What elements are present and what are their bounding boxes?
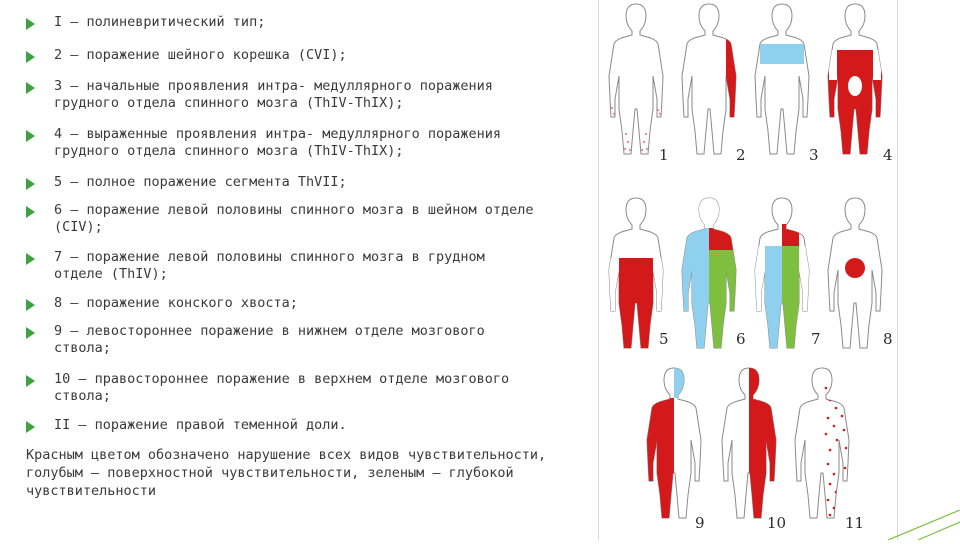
bullet-arrow-icon (26, 421, 35, 433)
body-diagram-svg (599, 0, 897, 540)
figure-11 (795, 368, 849, 518)
figure-6 (679, 198, 739, 358)
bullet-arrow-icon (26, 206, 35, 218)
list-item-text: 2 – поражение шейного корешка (CVI); (54, 47, 347, 63)
corner-decoration (888, 510, 960, 540)
bullet-arrow-icon (26, 18, 35, 30)
figure-label: 3 (809, 146, 819, 164)
bullet-arrow-icon (26, 253, 35, 265)
bullet-arrow-icon (26, 51, 35, 63)
bullet-arrow-icon (26, 82, 35, 94)
list-item-text: II – поражение правой теменной доли. (54, 417, 347, 433)
bullet-arrow-icon (26, 327, 35, 339)
list-item-text: 4 – выраженные проявления интра- медуллярного поражения грудного отдела спинного мозга (ThIV-ThIX); (54, 126, 502, 159)
body-diagram-figure (598, 0, 898, 540)
figure-4 (825, 4, 885, 160)
figure-label: 9 (695, 514, 705, 532)
list-item-text: 5 – полное поражение сегмента ThVII; (54, 174, 347, 190)
legend-note: Красным цветом обозначено нарушение всех видов чувствительности, голубым – поверхностной чувствительности, зеленым – глубокой чувствительности (26, 447, 547, 499)
list-item-text: I – полиневритический тип; (54, 14, 266, 30)
figure-5 (606, 198, 666, 358)
figure-label: 8 (883, 330, 893, 348)
figure-2 (682, 4, 740, 154)
figure-1 (609, 4, 663, 154)
bullet-arrow-icon (26, 299, 35, 311)
figure-label: 5 (659, 330, 669, 348)
bullet-arrow-icon (26, 130, 35, 142)
list-item-text: 10 – правостороннее поражение в верхнем отделе мозгового ствола; (54, 371, 510, 404)
bullet-arrow-icon (26, 375, 35, 387)
figure-label: 4 (883, 146, 893, 164)
figure-label: 10 (767, 514, 787, 532)
list-item-text: 9 – левостороннее поражение в нижнем отделе мозгового ствола; (54, 323, 485, 356)
bullet-arrow-icon (26, 178, 35, 190)
figure-10 (722, 368, 779, 528)
figure-3 (755, 4, 809, 154)
figure-label: 1 (659, 146, 669, 164)
figure-8 (828, 198, 882, 348)
figure-label: 2 (736, 146, 746, 164)
list-item-text: 3 – начальные проявления интра- медуллярного поражения грудного отдела спинного мозга (ThIV-ThIX); (54, 78, 493, 111)
figure-label: 11 (845, 514, 865, 532)
figure-7 (752, 198, 812, 358)
figure-label: 6 (736, 330, 746, 348)
figure-label: 7 (811, 330, 821, 348)
list-item-text: 7 – поражение левой половины спинного мозга в грудном отделе (ThIV); (54, 249, 485, 282)
list-item-text: 6 – поражение левой половины спинного мозга в шейном отделе (CIV); (54, 202, 534, 235)
figure-9 (644, 368, 704, 528)
list-item-text: 8 – поражение конского хвоста; (54, 295, 298, 311)
